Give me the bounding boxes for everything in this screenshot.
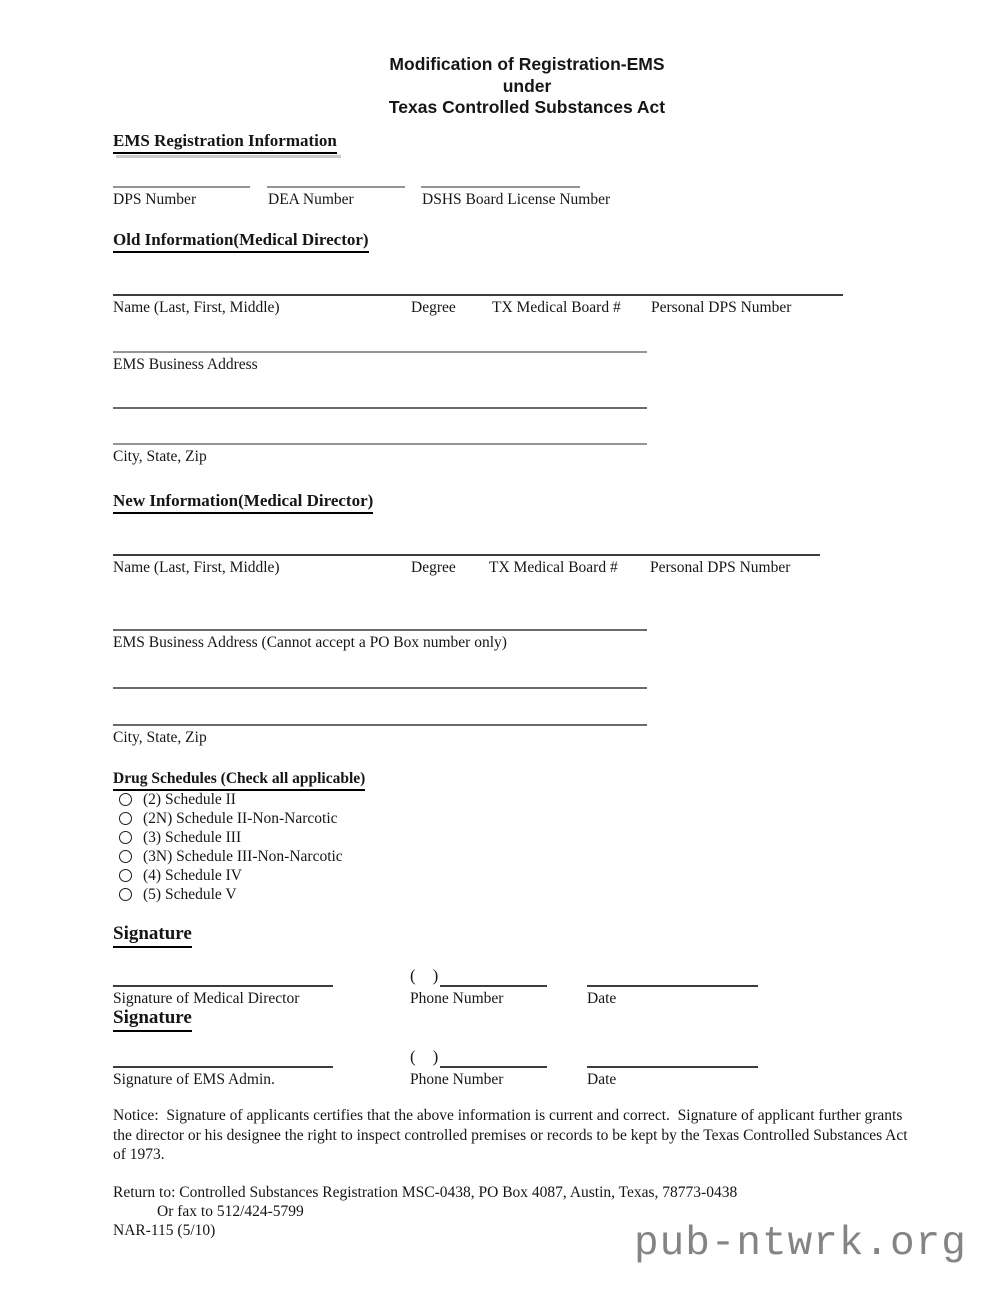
schedule-option-row xyxy=(119,790,236,809)
schedule-2-label: (2) Schedule II xyxy=(143,791,236,808)
medical-director-date-line xyxy=(587,985,758,987)
ems-admin-date-label: Date xyxy=(587,1071,617,1088)
ems-admin-signature-label: Signature of EMS Admin. xyxy=(113,1071,275,1088)
new-city-field-line xyxy=(113,724,647,726)
return-to-line: Return to: Controlled Substances Registration MSC-0438, PO Box 4087, Austin, Texas, 78773-0438 xyxy=(113,1184,738,1201)
dshs-license-field-line xyxy=(421,186,580,188)
old-address-field-line xyxy=(113,351,647,353)
ems-admin-phone-line xyxy=(440,1066,547,1068)
new-city-label: City, State, Zip xyxy=(113,729,207,746)
medical-director-phone-parens: ( ) xyxy=(410,966,439,985)
old-personal-dps-label: Personal DPS Number xyxy=(651,299,792,316)
section-heading-signature-ems-admin: Signature xyxy=(113,1006,192,1032)
old-address2-field-line xyxy=(113,407,647,409)
form-title-line2: under xyxy=(502,75,552,96)
form-title xyxy=(113,54,941,119)
new-name-field-line xyxy=(113,554,820,556)
form-title-line1: Modification of Registration-EMS xyxy=(389,54,665,74)
new-tx-board-label: TX Medical Board # xyxy=(489,559,618,576)
schedule-option-row xyxy=(119,866,242,885)
ems-admin-date-line xyxy=(587,1066,758,1068)
section-heading-old-info: Old Information(Medical Director) xyxy=(113,230,369,253)
old-city-field-line xyxy=(113,443,647,445)
medical-director-signature-label: Signature of Medical Director xyxy=(113,990,300,1007)
schedule-3n-label: (3N) Schedule III-Non-Narcotic xyxy=(143,848,343,865)
schedule-option-row xyxy=(119,809,338,828)
schedule-3-radio[interactable] xyxy=(119,831,132,844)
scan-artifact xyxy=(116,155,341,158)
schedule-2n-label: (2N) Schedule II-Non-Narcotic xyxy=(143,810,338,827)
old-name-field-line xyxy=(113,294,843,296)
ems-admin-signature-line xyxy=(113,1066,333,1068)
site-watermark: pub-ntwrk.org xyxy=(634,1221,967,1267)
new-address-label: EMS Business Address (Cannot accept a PO Box number only) xyxy=(113,634,507,651)
schedule-3-label: (3) Schedule III xyxy=(143,829,242,846)
schedule-2-radio[interactable] xyxy=(119,793,132,806)
schedule-option-row xyxy=(119,885,237,904)
schedule-2n-radio[interactable] xyxy=(119,812,132,825)
medical-director-signature-line xyxy=(113,985,333,987)
new-personal-dps-label: Personal DPS Number xyxy=(650,559,791,576)
medical-director-date-label: Date xyxy=(587,990,617,1007)
form-title-line3: Texas Controlled Substances Act xyxy=(388,97,666,117)
dps-number-label: DPS Number xyxy=(113,191,197,208)
section-heading-ems-registration: EMS Registration Information xyxy=(113,131,337,154)
notice-paragraph: Notice: Signature of applicants certifies that the above information is current and correct. Signature of applicant further grants the director or his designee the right to inspect controlled premises or records to be kept by the Texas Controlled Substances Act of 1973. xyxy=(113,1107,912,1163)
old-degree-label: Degree xyxy=(411,299,456,316)
old-city-label: City, State, Zip xyxy=(113,448,207,465)
new-degree-label: Degree xyxy=(411,559,456,576)
ems-admin-phone-label: Phone Number xyxy=(410,1071,504,1088)
medical-director-phone-line xyxy=(440,985,547,987)
new-name-label: Name (Last, First, Middle) xyxy=(113,559,280,576)
schedule-4-label: (4) Schedule IV xyxy=(143,867,242,884)
section-heading-drug-schedules: Drug Schedules (Check all applicable) xyxy=(113,769,365,791)
new-address2-field-line xyxy=(113,687,647,689)
schedule-5-label: (5) Schedule V xyxy=(143,886,237,903)
dps-number-field-line xyxy=(113,186,250,188)
old-tx-board-label: TX Medical Board # xyxy=(492,299,621,316)
section-heading-signature-medical-director: Signature xyxy=(113,922,192,948)
new-address-field-line xyxy=(113,629,647,631)
dshs-license-label: DSHS Board License Number xyxy=(422,191,611,208)
ems-admin-phone-parens: ( ) xyxy=(410,1047,439,1066)
old-address-label: EMS Business Address xyxy=(113,356,258,373)
schedule-4-radio[interactable] xyxy=(119,869,132,882)
schedule-3n-radio[interactable] xyxy=(119,850,132,863)
dea-number-field-line xyxy=(267,186,405,188)
medical-director-phone-label: Phone Number xyxy=(410,990,504,1007)
schedule-option-row xyxy=(119,828,241,847)
section-heading-new-info: New Information(Medical Director) xyxy=(113,491,373,514)
old-name-label: Name (Last, First, Middle) xyxy=(113,299,280,316)
form-number: NAR-115 (5/10) xyxy=(113,1222,216,1239)
fax-line: Or fax to 512/424-5799 xyxy=(157,1203,304,1220)
dea-number-label: DEA Number xyxy=(268,191,354,208)
schedule-option-row xyxy=(119,847,343,866)
schedule-5-radio[interactable] xyxy=(119,888,132,901)
